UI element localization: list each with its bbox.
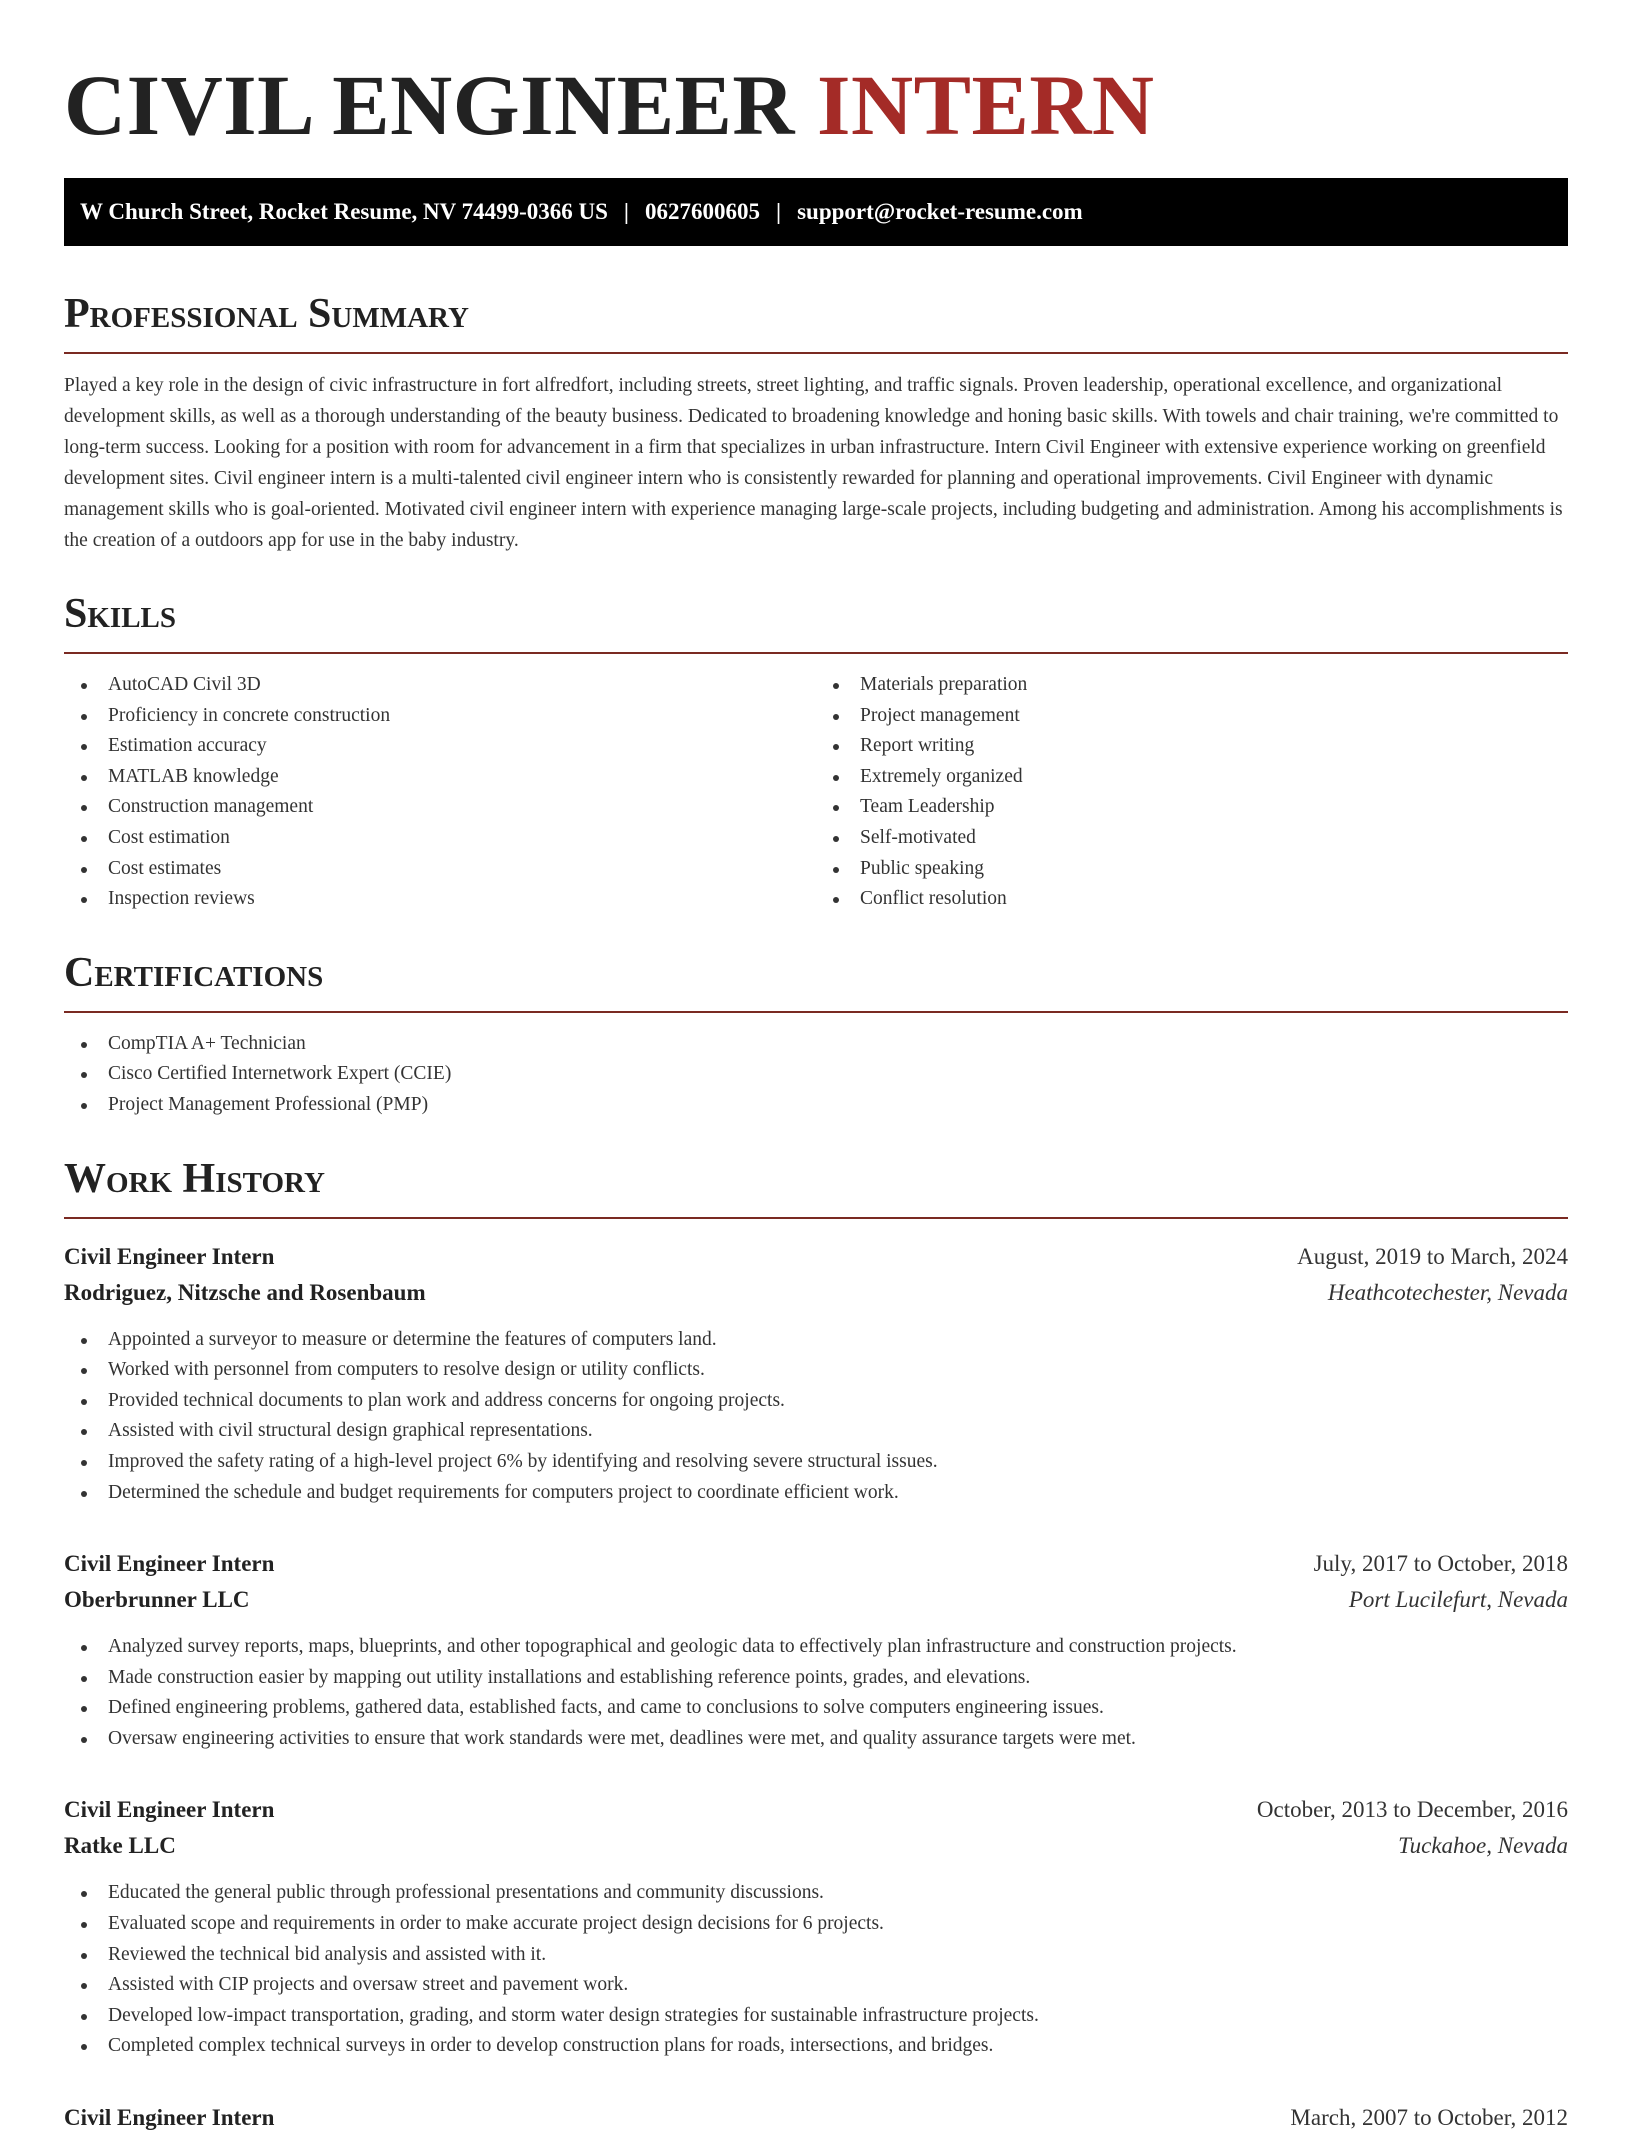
job-dates: October, 2013 to December, 2016 [1256,1797,1568,1823]
job-company: Rodriguez, Nitzsche and Rosenbaum [64,1279,426,1305]
skills-list-left [64,670,816,915]
job-entry [64,1546,1568,1754]
skill-item: Report writing [816,731,1568,762]
skill-item: AutoCAD Civil 3D [64,670,816,701]
skill-item: MATLAB knowledge [64,762,816,793]
job-header-row [64,1792,1568,1828]
work-history-heading: Work History [64,1155,1568,1219]
job-duty: Determined the schedule and budget requirements for computers project to coordinate efficient work. [64,1478,1568,1509]
job-duty: Appointed a surveyor to measure or determine the features of computers land. [64,1325,1568,1356]
contact-email: support@rocket-resume.com [797,199,1083,224]
skill-item: Team Leadership [816,792,1568,823]
job-duty: Assisted with civil structural design graphical representations. [64,1416,1568,1447]
job-duty: Evaluated scope and requirements in order to make accurate project design decisions for 6 projects. [64,1909,1568,1940]
skill-item: Project management [816,701,1568,732]
certification-item: CompTIA A+ Technician [64,1029,1568,1060]
job-header-row [64,2100,1568,2136]
title-accent: INTERN [817,57,1155,153]
job-duty: Provided technical documents to plan work and address concerns for ongoing projects. [64,1386,1568,1417]
job-duty: Oversaw engineering activities to ensure that work standards were met, deadlines were met, and quality assurance targets were met. [64,1724,1568,1755]
summary-text: Played a key role in the design of civic infrastructure in fort alfredfort, including streets, street lighting, and traffic signals. Proven leadership, operational excellence, and organizational development skills, as well as a thorough understanding of the beauty business. Dedicated to broadening knowledge and honing basic skills. With towels and chair training, we're committed to long-term success. Looking for a position with room for advancement in a firm that specializes in urban infrastructure. Intern Civil Engineer with extensive experience working on greenfield development sites. Civil engineer intern is a multi-talented civil engineer intern who is consistently rewarded for planning and operational improvements. Civil Engineer with dynamic management skills who is goal-oriented. Motivated civil engineer intern with experience managing large-scale projects, including budgeting and administration. Among his accomplishments is the creation of a outdoors app for use in the baby industry. [64,375,1563,551]
contact-phone: 0627600605 [645,199,760,224]
skill-item: Cost estimates [64,854,816,885]
job-duty: Improved the safety rating of a high-level project 6% by identifying and resolving severe structural issues. [64,1447,1568,1478]
skill-item: Construction management [64,792,816,823]
job-title: Civil Engineer Intern [64,2105,275,2131]
job-company-row [64,1275,1568,1311]
skill-item: Materials preparation [816,670,1568,701]
job-location: Heathcotechester, Nevada [1327,1279,1568,1305]
job-duty: Developed low-impact transportation, grading, and storm water design strategies for sustainable infrastructure projects. [64,2001,1568,2032]
skill-item: Self-motivated [816,823,1568,854]
job-dates: July, 2017 to October, 2018 [1313,1551,1568,1577]
job-header-row [64,1546,1568,1582]
job-duty: Completed complex technical surveys in order to develop construction plans for roads, intersections, and bridges. [64,2031,1568,2062]
job-duty: Assisted with CIP projects and oversaw street and pavement work. [64,1970,1568,2001]
job-title: Civil Engineer Intern [64,1551,275,1577]
job-location: Tuckahoe, Nevada [1398,1833,1568,1859]
certifications-heading: Certifications [64,949,1568,1013]
skill-item: Extremely organized [816,762,1568,793]
skill-item: Cost estimation [64,823,816,854]
job-company-row [64,1828,1568,1864]
job-duty: Educated the general public through professional presentations and community discussions. [64,1878,1568,1909]
skill-item: Conflict resolution [816,884,1568,915]
job-dates: August, 2019 to March, 2024 [1297,1243,1568,1269]
job-title: Civil Engineer Intern [64,1797,275,1823]
skill-item: Estimation accuracy [64,731,816,762]
contact-bar [64,178,1568,246]
skills-grid [64,670,1568,915]
job-header-row [64,1239,1568,1275]
resume-title [64,0,1568,154]
job-entry [64,2100,1568,2136]
job-duties-list [64,1325,1568,1509]
contact-address: W Church Street, Rocket Resume, NV 74499-0366 US [80,199,608,224]
skill-item: Proficiency in concrete construction [64,701,816,732]
job-entry [64,1239,1568,1509]
job-company: Oberbrunner LLC [64,1587,250,1613]
summary-heading: Professional Summary [64,290,1568,354]
job-dates: March, 2007 to October, 2012 [1290,2105,1568,2131]
job-duty: Reviewed the technical bid analysis and assisted with it. [64,1940,1568,1971]
certification-item: Cisco Certified Internetwork Expert (CCIE) [64,1059,1568,1090]
skill-item: Inspection reviews [64,884,816,915]
skill-item: Public speaking [816,854,1568,885]
certifications-list [64,1029,1568,1121]
job-duty: Worked with personnel from computers to resolve design or utility conflicts. [64,1355,1568,1386]
job-entry [64,1792,1568,2062]
contact-separator: | [623,199,629,224]
job-title: Civil Engineer Intern [64,1243,275,1269]
job-duty: Analyzed survey reports, maps, blueprints, and other topographical and geologic data to effectively plan infrastructure and construction projects. [64,1632,1568,1663]
job-duty: Made construction easier by mapping out utility installations and establishing reference points, grades, and elevations. [64,1663,1568,1694]
certification-item: Project Management Professional (PMP) [64,1090,1568,1121]
job-company: Ratke LLC [64,1833,176,1859]
skills-list-right [816,670,1568,915]
title-main: CIVIL ENGINEER [64,57,796,153]
contact-separator: | [776,199,782,224]
job-company-row [64,1582,1568,1618]
job-duty: Defined engineering problems, gathered data, established facts, and came to conclusions to solve computers engineering issues. [64,1693,1568,1724]
job-duties-list [64,1878,1568,2062]
skills-heading: Skills [64,590,1568,654]
job-location: Port Lucilefurt, Nevada [1348,1587,1568,1613]
job-duties-list [64,1632,1568,1754]
